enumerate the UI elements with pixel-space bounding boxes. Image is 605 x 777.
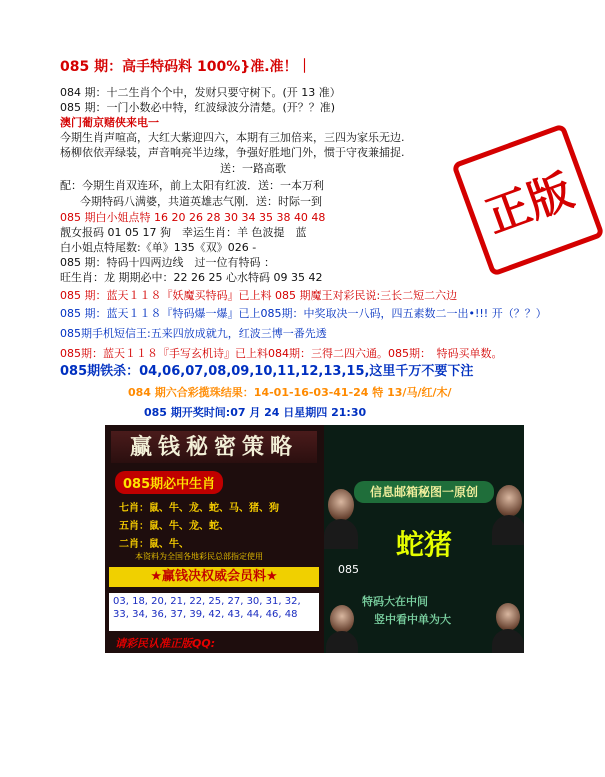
left-panel-title: 赢钱秘密策略 xyxy=(111,431,317,463)
portrait-left-bottom-suit xyxy=(326,631,358,653)
left-panel-row: 五肖：鼠、牛、龙、蛇、 xyxy=(119,521,229,532)
left-panel-footer: 请彩民认准正版QQ: xyxy=(115,637,216,650)
portrait-left-top-suit xyxy=(324,519,358,549)
left-panel-headline: 085期必中生肖 xyxy=(115,471,223,494)
text-line-11: 白小姐点特尾数:《单》135《双》026 - xyxy=(60,241,257,254)
text-line-7: 配：今期生肖双连环，前上太阳有红波．送：一本万利 xyxy=(60,179,324,192)
text-line-2: 085 期：一门小数必中特，红波绿波分清楚。(开？？准) xyxy=(60,101,336,114)
left-panel-note: 本资料为全国各地彩民总部指定使用 xyxy=(135,552,263,561)
page-title: 085 期：高手特码料 100%}准.准！｜ xyxy=(60,59,312,75)
text-line-6: 送：一路高歌 xyxy=(220,162,286,175)
text-line-8: 今期特码八满婆，共道英雄志气刚．送：时际一到 xyxy=(80,195,322,208)
text-line-20: 085 期开奖时间:07 月 24 日星期四 21:30 xyxy=(144,406,367,419)
text-line-9: 085 期白小姐点特 16 20 26 28 30 34 35 38 40 48 xyxy=(60,211,326,224)
left-panel-numbers: 03, 18, 20, 21, 22, 25, 27, 30, 31, 32, 33, 34, 36, 37, 39, 42, 43, 44, 46, 48 xyxy=(109,593,319,631)
right-image-panel xyxy=(324,425,524,653)
left-image-panel xyxy=(105,425,324,653)
text-line-3: 澳门葡京赌侠来电一 xyxy=(60,116,159,129)
right-panel-line-2: 竖中看中单为大 xyxy=(374,613,451,626)
portrait-right-top xyxy=(496,485,522,517)
left-panel-row: 七肖：鼠、牛、龙、蛇、马、猪、狗 xyxy=(119,503,279,514)
right-panel-issue: 085 xyxy=(338,563,359,576)
portrait-right-bottom xyxy=(496,603,520,631)
text-line-1: 084 期：十二生肖个个中，发财只要守树下。(开 13 准） xyxy=(60,86,341,99)
text-line-15: 085 期：蓝天１１８『特码爆一爆』已上085期：中奖取决一八码，四五素数二一出•!!! 开（？？） xyxy=(60,307,547,320)
text-line-18: 085期铁杀：04,06,07,08,09,10,11,12,13,15,这里千万不要下注 xyxy=(60,364,474,379)
text-line-16: 085期手机短信王:五来四放成就九，红波三博一番先透 xyxy=(60,327,327,340)
text-line-13: 旺生肖：龙 期期必中：22 26 25 心水特码 09 35 42 xyxy=(60,271,323,284)
right-panel-line-1: 特码大在中间 xyxy=(362,595,428,608)
portrait-left-bottom xyxy=(330,605,354,633)
text-line-10: 靓女报码 01 05 17 狗 幸运生肖：羊 色波提 蓝 xyxy=(60,226,307,239)
left-panel-member-banner: ★赢钱决权威会员料★ xyxy=(109,567,319,587)
text-line-17: 085期：蓝天１１８『手写玄机诗』已上料084期：三得二四六通。085期： 特码买单数。 xyxy=(60,347,503,360)
text-line-14: 085 期：蓝天１１８『妖魔买特码』已上料 085 期魔王对彩民说:三长二短二六边 xyxy=(60,289,458,302)
portrait-left-top xyxy=(328,489,354,521)
right-panel-banner: 信息邮箱秘图一原创 xyxy=(354,481,494,503)
left-panel-row: 二肖：鼠、牛、 xyxy=(119,539,189,550)
text-line-12: 085 期：特码十四两边线 过一位有特码 ： xyxy=(60,256,275,269)
text-line-4: 今期生肖声喧高，大红大紫迎四六，本期有三加倍来，三四为家乐无边. xyxy=(60,131,405,144)
right-panel-zodiac: 蛇猪 xyxy=(395,528,452,561)
authentic-stamp: 正版 xyxy=(451,123,605,277)
portrait-right-bottom-suit xyxy=(492,629,524,653)
portrait-right-top-suit xyxy=(492,515,524,545)
text-line-19: 084 期六合彩揽珠结果：14-01-16-03-41-24 特 13/马/红/木/ xyxy=(128,386,452,399)
text-line-5: 杨柳依依弄绿装，声音响亮半边缘，争强好胜地门外，惯于守夜兼捕捉. xyxy=(60,146,405,159)
